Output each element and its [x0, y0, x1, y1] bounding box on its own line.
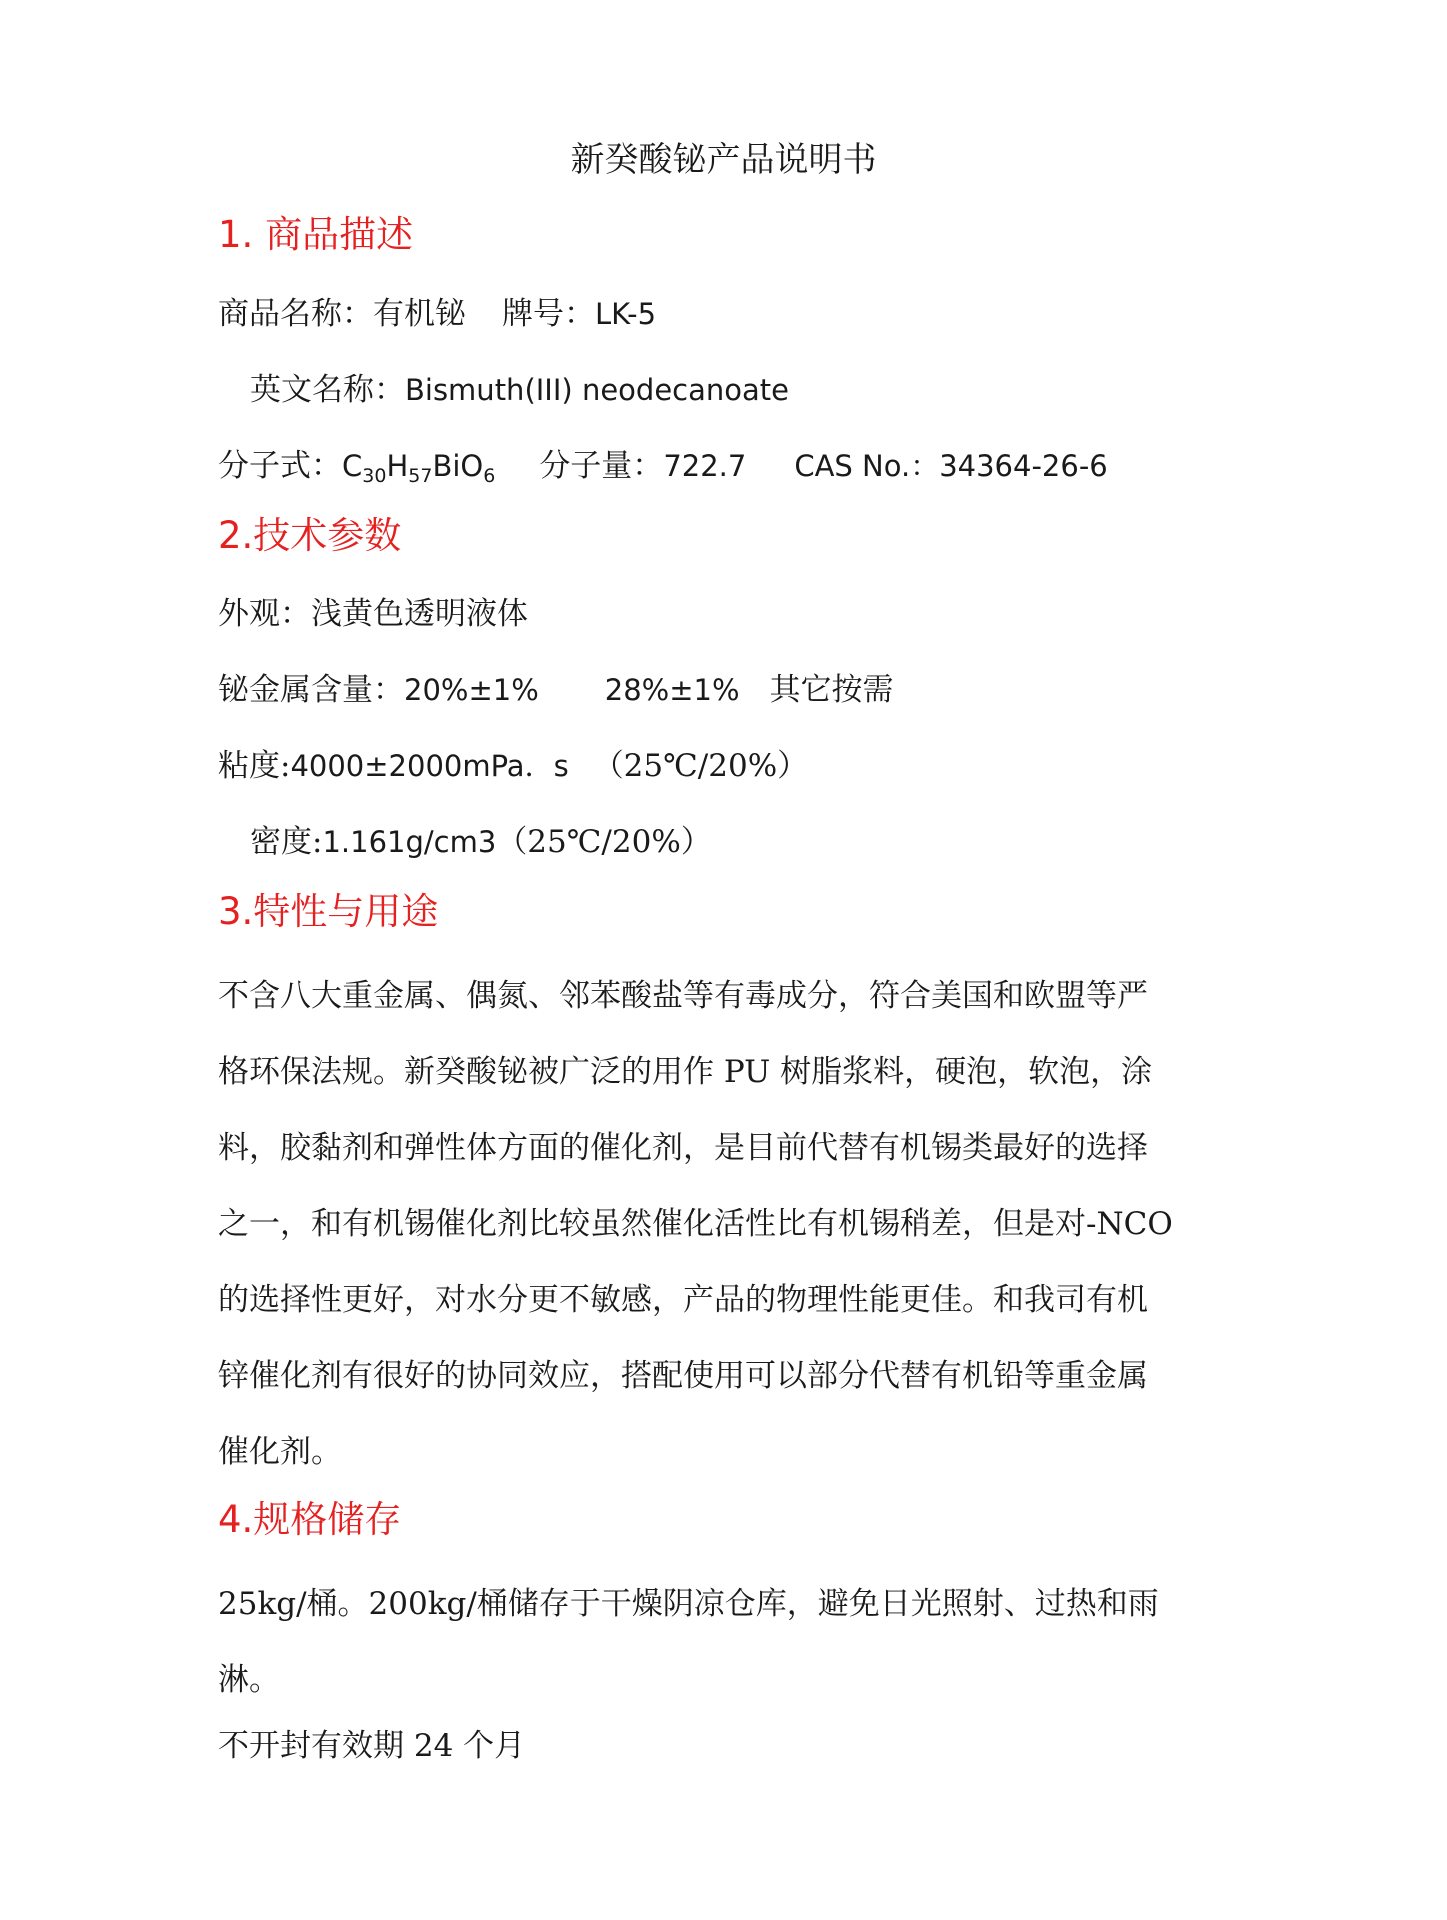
document-title: 新癸酸铋产品说明书 — [570, 140, 877, 180]
viscosity-label: 粘度: — [218, 748, 291, 784]
english-name-row — [250, 370, 789, 410]
appearance-row — [218, 594, 528, 634]
density-condition: （25℃/20%） — [496, 824, 712, 860]
paragraph-line: 锌催化剂有很好的协同效应，搭配使用可以部分代替有机铅等重金属 — [218, 1358, 1148, 1394]
english-name-value: Bismuth(III) neodecanoate — [405, 373, 789, 407]
appearance-value: 浅黄色透明液体 — [311, 596, 528, 632]
cas-label: CAS No.： — [794, 449, 940, 483]
bi-content-value-2: 28%±1% — [604, 673, 740, 707]
paragraph-line: 不含八大重金属、偶氮、邻苯酸盐等有毒成分，符合美国和欧盟等严 — [218, 978, 1148, 1014]
paragraph-line: 的选择性更好，对水分更不敏感，产品的物理性能更佳。和我司有机 — [218, 1282, 1148, 1318]
brand-label: 牌号： — [502, 296, 595, 332]
product-name-row — [218, 294, 656, 334]
density-value: 1.161g/cm3 — [322, 825, 497, 859]
cas-value: 34364-26-6 — [939, 449, 1108, 483]
bi-content-label: 铋金属含量： — [218, 672, 404, 708]
mw-value: 722.7 — [663, 449, 747, 483]
english-name-label: 英文名称： — [250, 372, 405, 408]
bi-content-row — [218, 670, 894, 710]
section-3-heading: 3.特性与用途 — [218, 890, 439, 933]
section-2-heading: 2.技术参数 — [218, 514, 402, 557]
storage-line: 淋。 — [218, 1662, 280, 1698]
paragraph-line: 料，胶黏剂和弹性体方面的催化剂，是目前代替有机锡类最好的选择 — [218, 1130, 1148, 1166]
viscosity-condition: （25℃/20%） — [592, 748, 809, 784]
viscosity-value: 4000±2000mPa．s — [290, 749, 569, 783]
formula-label: 分子式： — [218, 448, 342, 484]
section-1-heading: 1. 商品描述 — [218, 213, 414, 256]
storage-paragraph — [218, 1566, 1228, 1718]
paragraph-line: 催化剂。 — [218, 1434, 342, 1470]
viscosity-row — [218, 746, 808, 786]
mw-label: 分子量： — [539, 448, 664, 484]
paragraph-line: 格环保法规。新癸酸铋被广泛的用作 PU 树脂浆料，硬泡，软泡，涂 — [218, 1054, 1153, 1090]
product-name-label: 商品名称： — [218, 296, 373, 332]
bi-content-value-1: 20%±1% — [404, 673, 539, 707]
appearance-label: 外观： — [218, 596, 311, 632]
shelf-life: 不开封有效期 24 个月 — [218, 1728, 526, 1764]
section-4-heading: 4.规格储存 — [218, 1498, 402, 1541]
product-name-value: 有机铋 — [373, 296, 466, 332]
formula-row — [218, 446, 1108, 496]
brand-value: LK-5 — [595, 297, 657, 331]
paragraph-line: 之一，和有机锡催化剂比较虽然催化活性比有机锡稍差，但是对-NCO — [218, 1206, 1173, 1242]
storage-line: 25kg/桶。200kg/桶储存于干燥阴凉仓库，避免日光照射、过热和雨 — [218, 1586, 1159, 1622]
density-label: 密度: — [250, 824, 323, 860]
features-paragraph — [218, 958, 1228, 1490]
density-row — [250, 822, 712, 862]
formula-value: $C_{30}H_{57}BiO_6$ — [342, 449, 496, 487]
bi-content-value-3: 其它按需 — [769, 672, 894, 708]
